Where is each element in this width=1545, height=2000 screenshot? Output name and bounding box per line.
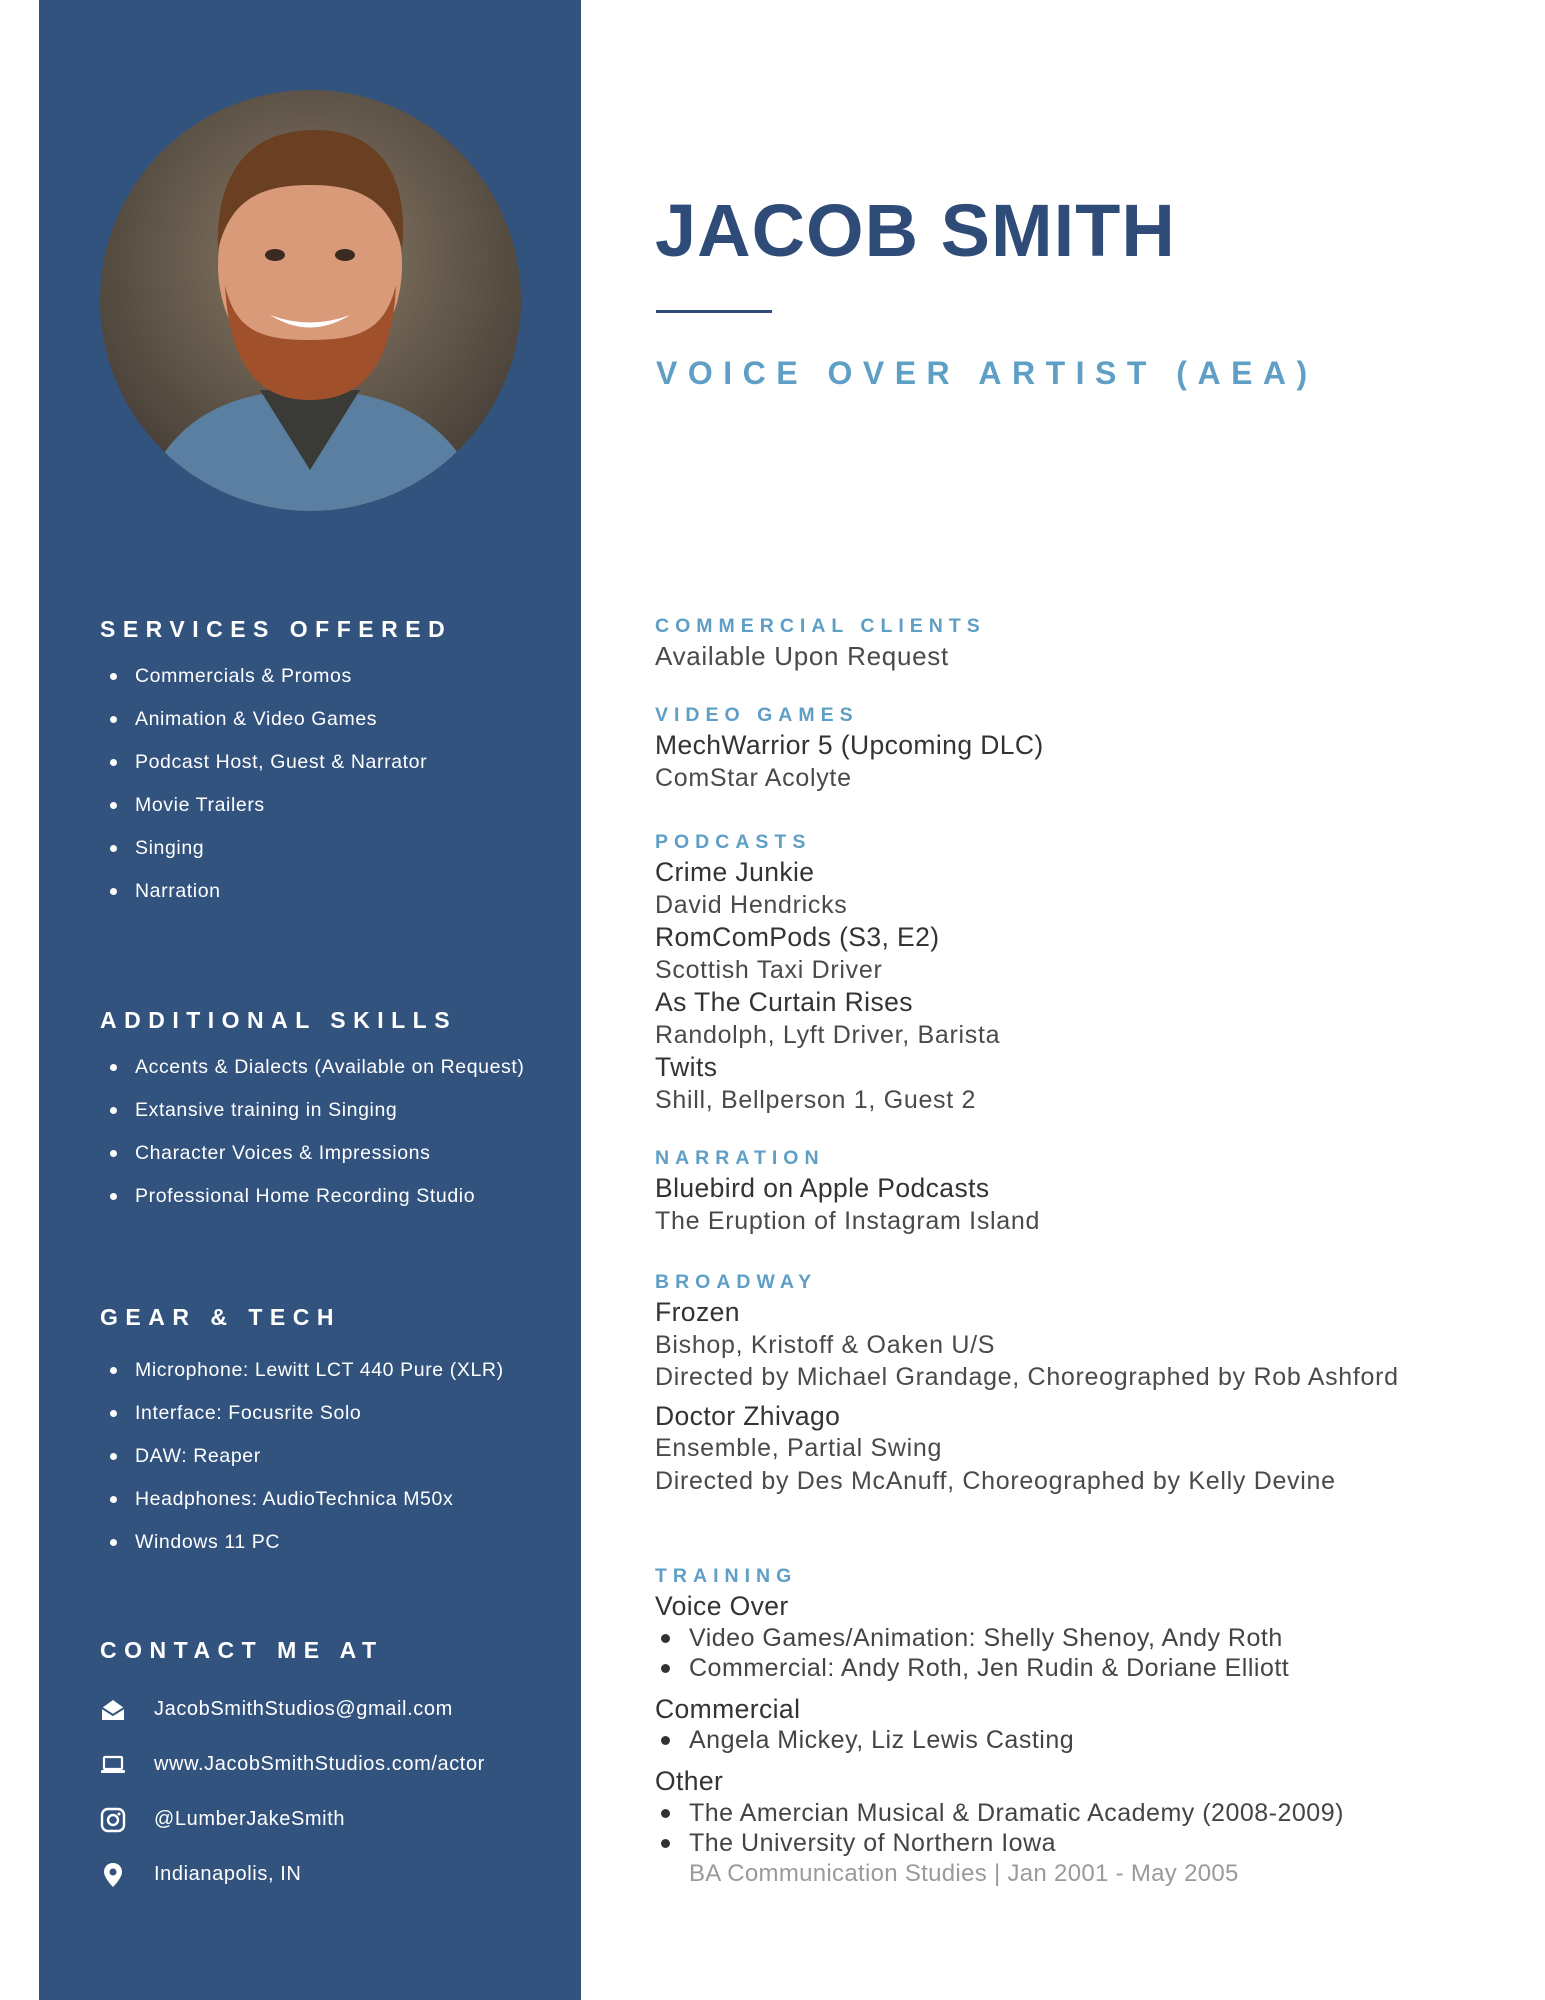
skills-list: [100, 1046, 560, 1218]
credit-title: As The Curtain Rises: [655, 987, 913, 1017]
list-item: Animation & Video Games: [100, 698, 560, 741]
section-heading: BROADWAY: [655, 1271, 818, 1293]
training-category: Voice Over: [655, 1591, 789, 1621]
location-text: Indianapolis, IN: [154, 1863, 302, 1885]
list-item: The Amercian Musical & Dramatic Academy (2008-2009): [655, 1798, 1515, 1828]
profile-photo: [100, 90, 521, 511]
gear-list: [100, 1349, 560, 1564]
list-item: Interface: Focusrite Solo: [100, 1392, 560, 1435]
credit-title: MechWarrior 5 (Upcoming DLC): [655, 730, 1044, 760]
contact-instagram[interactable]: [100, 1792, 560, 1847]
list-item: Narration: [100, 870, 560, 913]
credit-role: The Eruption of Instagram Island: [655, 1206, 1041, 1235]
section-heading: TRAINING: [655, 1565, 798, 1587]
website-link[interactable]: www.JacobSmithStudios.com/actor: [154, 1753, 485, 1775]
section-heading: NARRATION: [655, 1147, 825, 1169]
services-section: [100, 616, 560, 913]
training-category: Other: [655, 1766, 724, 1796]
contact-heading: CONTACT ME AT: [100, 1637, 384, 1663]
credit-role: Shill, Bellperson 1, Guest 2: [655, 1085, 977, 1114]
list-item: DAW: Reaper: [100, 1435, 560, 1478]
list-item: Podcast Host, Guest & Narrator: [100, 741, 560, 784]
gear-heading: GEAR & TECH: [100, 1304, 341, 1330]
list-item: Windows 11 PC: [100, 1521, 560, 1564]
laptop-icon: [100, 1752, 126, 1778]
page-title: JACOB SMITH: [655, 189, 1176, 272]
credit-role: Bishop, Kristoff & Oaken U/S: [655, 1330, 996, 1359]
training-category: Commercial: [655, 1693, 801, 1724]
credit-role: Scottish Taxi Driver: [655, 955, 883, 984]
credit-role: Ensemble, Partial Swing: [655, 1434, 943, 1462]
broadway-section: [655, 1268, 1515, 1497]
training-list: [655, 1623, 1515, 1683]
contact-email[interactable]: [100, 1682, 560, 1737]
commercial-section: [655, 612, 1515, 673]
list-item: Microphone: Lewitt LCT 440 Pure (XLR): [100, 1349, 560, 1392]
credit-title: Crime Junkie: [655, 857, 815, 887]
list-item: Headphones: AudioTechnica M50x: [100, 1478, 560, 1521]
list-item: Angela Mickey, Liz Lewis Casting: [655, 1725, 1515, 1755]
services-list: [100, 655, 560, 913]
credit-director: Directed by Des McAnuff, Choreographed by Kelly Devine: [655, 1466, 1336, 1495]
instagram-icon: [100, 1807, 126, 1833]
credit-role: Randolph, Lyft Driver, Barista: [655, 1020, 1001, 1049]
credit-title: Frozen: [655, 1297, 740, 1327]
services-heading: SERVICES OFFERED: [100, 616, 453, 642]
envelope-icon: [100, 1697, 126, 1723]
email-link[interactable]: JacobSmithStudios@gmail.com: [154, 1698, 453, 1720]
contact-location: [100, 1847, 560, 1902]
contact-section: [100, 1637, 560, 1902]
contact-website[interactable]: [100, 1737, 560, 1792]
podcasts-section: [655, 828, 1515, 1116]
list-item: Singing: [100, 827, 560, 870]
credit-role: David Hendricks: [655, 890, 848, 919]
skills-heading: ADDITIONAL SKILLS: [100, 1007, 458, 1033]
list-item: Movie Trailers: [100, 784, 560, 827]
list-item: The University of Northern Iowa: [655, 1828, 1515, 1858]
list-item: Character Voices & Impressions: [100, 1132, 560, 1175]
section-heading: COMMERCIAL CLIENTS: [655, 615, 986, 637]
gear-section: [100, 1304, 560, 1564]
credit-role: ComStar Acolyte: [655, 763, 852, 792]
credit-title: Bluebird on Apple Podcasts: [655, 1173, 990, 1203]
credit-title: Twits: [655, 1052, 718, 1082]
credit-title: Doctor Zhivago: [655, 1400, 841, 1431]
title-divider: [656, 310, 772, 313]
credit-director: Directed by Michael Grandage, Choreographed by Rob Ashford: [655, 1363, 1399, 1391]
list-item: Professional Home Recording Studio: [100, 1175, 560, 1218]
skills-section: [100, 1007, 560, 1218]
commercial-text: Available Upon Request: [655, 641, 949, 671]
narration-section: [655, 1144, 1515, 1237]
list-item: Commercials & Promos: [100, 655, 560, 698]
credit-title: RomComPods (S3, E2): [655, 922, 940, 952]
list-item: Commercial: Andy Roth, Jen Rudin & Doriane Elliott: [655, 1653, 1515, 1683]
job-title: VOICE OVER ARTIST (AEA): [656, 355, 1318, 391]
list-item: Accents & Dialects (Available on Request): [100, 1046, 560, 1089]
degree-note: BA Communication Studies | Jan 2001 - May 2005: [689, 1859, 1239, 1887]
list-item: Extansive training in Singing: [100, 1089, 560, 1132]
instagram-handle[interactable]: @LumberJakeSmith: [154, 1808, 346, 1830]
training-section: [655, 1562, 1515, 1890]
training-list: [655, 1798, 1515, 1858]
section-heading: PODCASTS: [655, 831, 812, 853]
training-list: [655, 1725, 1515, 1755]
video-games-section: [655, 701, 1515, 794]
list-item: Video Games/Animation: Shelly Shenoy, Andy Roth: [655, 1623, 1515, 1653]
map-pin-icon: [100, 1862, 126, 1888]
section-heading: VIDEO GAMES: [655, 704, 859, 726]
